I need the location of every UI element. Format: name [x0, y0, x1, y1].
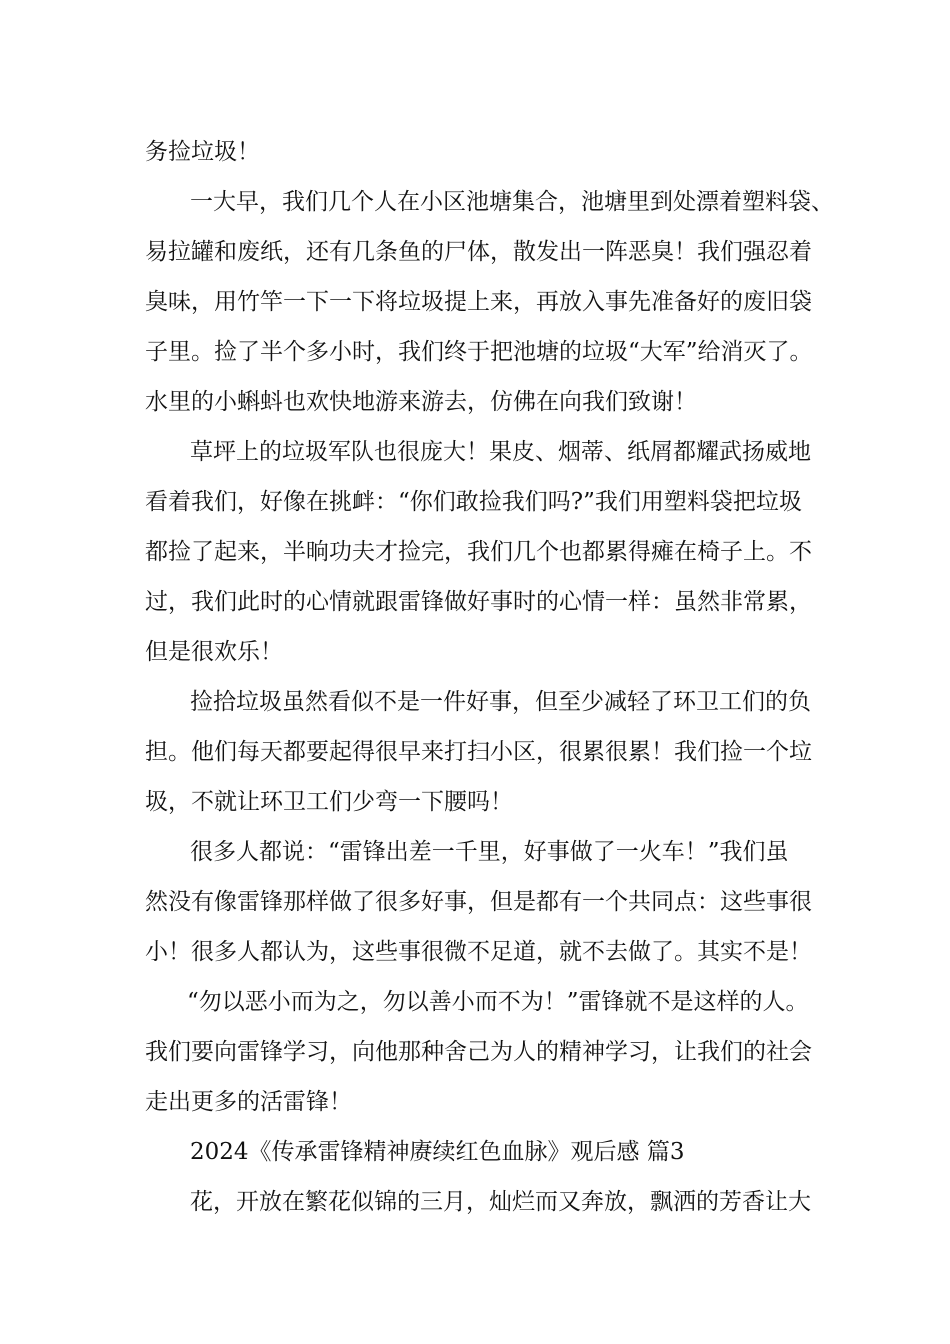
text-line: 子里。捡了半个多小时，我们终于把池塘的垃圾“大军”给消灭了。 [145, 339, 813, 365]
paragraph-first-line: 一大早，我们几个人在小区池塘集合，池塘里到处漂着塑料袋、 [190, 189, 834, 215]
text-line: 都捡了起来，半晌功夫才捡完，我们几个也都累得瘫在椅子上。不 [145, 539, 812, 565]
text-line: 易拉罐和废纸，还有几条鱼的尸体，散发出一阵恶臭！我们强忍着 [145, 239, 812, 265]
text-line: 我们要向雷锋学习，向他那种舍己为人的精神学习，让我们的社会 [145, 1039, 812, 1065]
text-line: 但是很欢乐！ [145, 639, 283, 665]
text-line: 担。他们每天都要起得很早来打扫小区，很累很累！我们捡一个垃 [145, 739, 812, 765]
paragraph-first-line: 草坪上的垃圾军队也很庞大！果皮、烟蒂、纸屑都耀武扬威地 [190, 439, 811, 465]
paragraph-first-line: 捡拾垃圾虽然看似不是一件好事，但至少减轻了环卫工们的负 [190, 689, 811, 715]
text-line: 过，我们此时的心情就跟雷锋做好事时的心情一样：虽然非常累， [145, 589, 812, 615]
text-line: 看着我们，好像在挑衅：“你们敢捡我们吗?”我们用塑料袋把垃圾 [145, 489, 802, 515]
text-line: 务捡垃圾！ [145, 139, 260, 165]
text-line: 水里的小蝌蚪也欢快地游来游去，仿佛在向我们致谢！ [145, 389, 697, 415]
text-line: 小！很多人都认为，这些事很微不足道，就不去做了。其实不是！ [145, 939, 812, 965]
text-line: 圾，不就让环卫工们少弯一下腰吗！ [145, 789, 513, 815]
paragraph-first-line: “勿以恶小而为之，勿以善小而不为！”雷锋就不是这样的人。 [187, 989, 809, 1015]
paragraph-first-line: 很多人都说：“雷锋出差一千里，好事做了一火车！”我们虽 [190, 839, 789, 865]
section-heading: 2024《传承雷锋精神赓续红色血脉》观后感 篇3 [190, 1139, 685, 1165]
text-line: 臭味，用竹竿一下一下将垃圾提上来，再放入事先准备好的废旧袋 [145, 289, 812, 315]
paragraph-first-line: 花，开放在繁花似锦的三月，灿烂而又奔放，飘洒的芳香让大 [190, 1189, 811, 1215]
text-line: 走出更多的活雷锋！ [145, 1089, 352, 1115]
text-line: 然没有像雷锋那样做了很多好事，但是都有一个共同点：这些事很 [145, 889, 812, 915]
